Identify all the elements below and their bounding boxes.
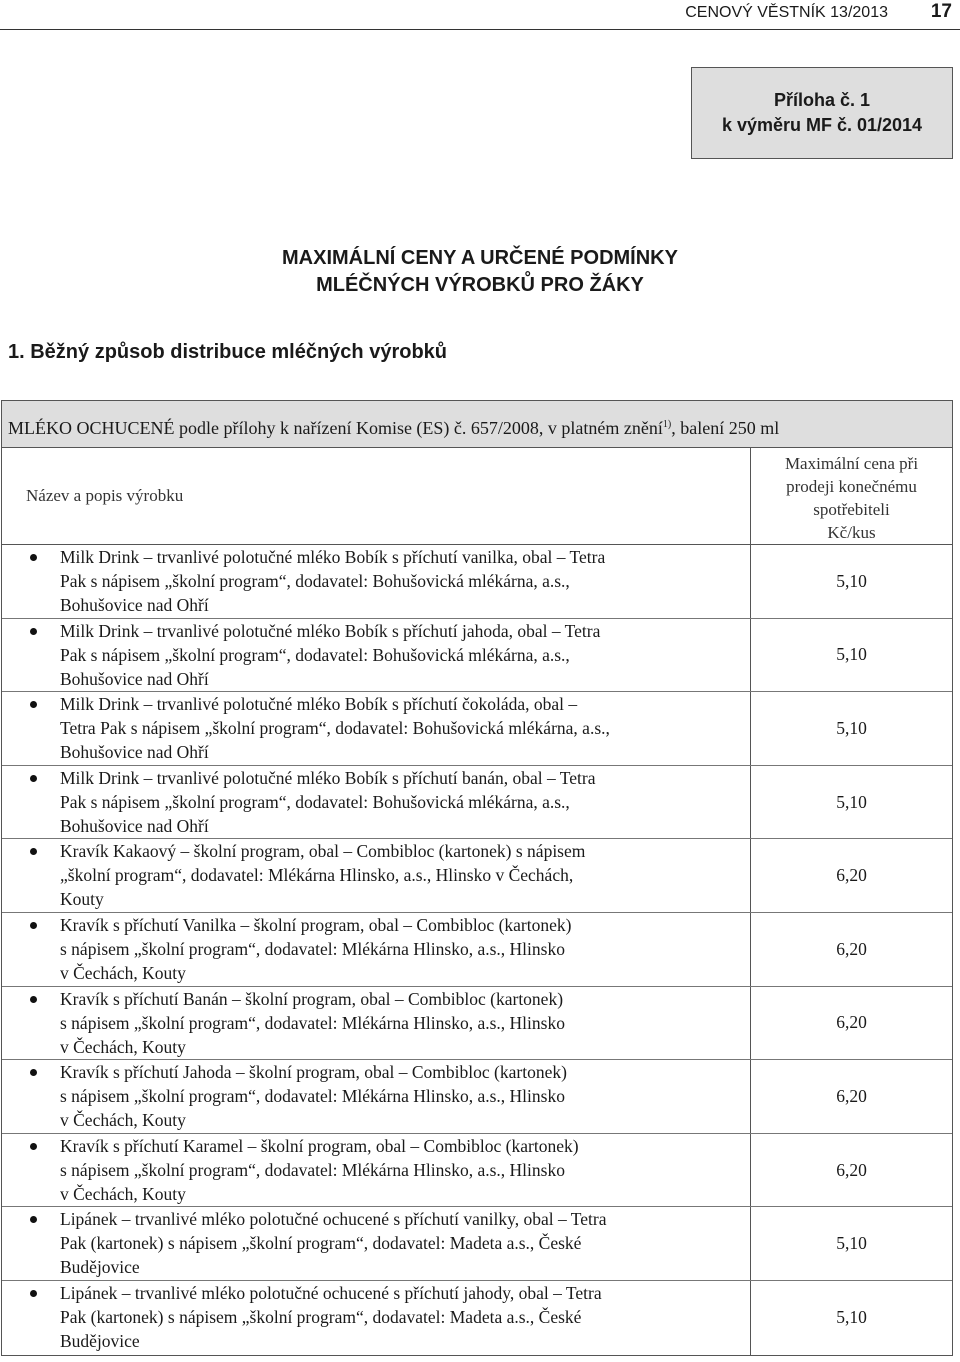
max-price: 5,10 <box>836 1307 867 1328</box>
product-description <box>2 1281 751 1355</box>
bullet-icon <box>30 1216 37 1223</box>
product-description-line: Lipánek – trvanlivé mléko polotučné ochucené s příchutí vanilky, obal – Tetra <box>60 1209 607 1230</box>
product-description <box>2 545 751 618</box>
category-footnote-ref: 1) <box>662 419 672 430</box>
table-header <box>2 448 952 545</box>
page-title-line-2: MLÉČNÝCH VÝROBKŮ PRO ŽÁKY <box>316 274 644 296</box>
max-price: 5,10 <box>836 791 867 812</box>
bullet-icon <box>30 628 37 635</box>
table-row <box>2 619 952 693</box>
product-description-line: s nápisem „školní program“, dodavatel: Mlékárna Hlinsko, a.s., Hlinsko <box>60 1086 565 1107</box>
bullet-icon <box>30 1290 37 1297</box>
annex-line-2: k výměru MF č. 01/2014 <box>721 115 923 135</box>
bullet-icon <box>30 554 37 561</box>
product-description-line: Budějovice <box>60 1257 140 1278</box>
product-description-line: Pak s nápisem „školní program“, dodavatel: Bohušovická mlékárna, a.s., <box>60 571 570 591</box>
product-description-line: v Čechách, Kouty <box>60 1110 186 1131</box>
product-description <box>2 1134 751 1207</box>
bullet-icon <box>30 922 37 929</box>
max-price: 6,20 <box>836 1085 867 1106</box>
product-description <box>2 987 751 1060</box>
product-description-line: Pak (kartonek) s nápisem „školní program“, dodavatel: Madeta a.s., České <box>60 1233 582 1254</box>
product-description-line: Milk Drink – trvanlivé polotučné mléko Bobík s příchutí jahoda, obal – Tetra <box>60 620 601 641</box>
max-price: 6,20 <box>836 865 867 886</box>
product-description-line: Milk Drink – trvanlivé polotučné mléko Bobík s příchutí čokoláda, obal – <box>60 694 578 715</box>
product-description-line: Pak (kartonek) s nápisem „školní program“, dodavatel: Madeta a.s., České <box>60 1306 582 1327</box>
product-description-line: Pak s nápisem „školní program“, dodavatel: Bohušovická mlékárna, a.s., <box>60 791 570 812</box>
product-description <box>2 619 751 692</box>
publication-title: CENOVÝ VĚSTNÍK 13/2013 <box>685 4 888 21</box>
product-description <box>2 1207 751 1280</box>
column-header-price-line: Kč/kus <box>827 523 876 542</box>
product-description-line: Kravík s příchutí Banán – školní program, obal – Combibloc (kartonek) <box>60 988 564 1009</box>
product-description-line: Tetra Pak s nápisem „školní program“, dodavatel: Bohušovická mlékárna, a.s., <box>60 718 610 739</box>
product-description <box>2 692 751 765</box>
bullet-icon <box>30 701 37 708</box>
page-title-line-1: MAXIMÁLNÍ CENY A URČENÉ PODMÍNKY <box>282 247 678 269</box>
product-description-line: „školní program“, dodavatel: Mlékárna Hlinsko, a.s., Hlinsko v Čechách, <box>60 865 574 886</box>
page-header <box>0 0 960 30</box>
annex-box <box>691 67 953 159</box>
product-description-line: Bohušovice nad Ohří <box>60 815 209 836</box>
max-price: 6,20 <box>836 1012 867 1033</box>
product-description-line: Budějovice <box>60 1330 140 1351</box>
product-description <box>2 766 751 839</box>
product-description-line: Milk Drink – trvanlivé polotučné mléko Bobík s příchutí banán, obal – Tetra <box>60 767 596 788</box>
max-price: 5,10 <box>836 570 867 591</box>
product-description-line: Kravík Kakaový – školní program, obal – Combibloc (kartonek) s nápisem <box>60 841 586 862</box>
annex-line-1: Příloha č. 1 <box>773 90 871 110</box>
table-row <box>2 1134 952 1208</box>
product-description-line: Kravík s příchutí Karamel – školní program, obal – Combibloc (kartonek) <box>60 1135 579 1156</box>
bullet-icon <box>30 996 37 1003</box>
product-description-line: Kravík s příchutí Vanilka – školní program, obal – Combibloc (kartonek) <box>60 914 572 935</box>
product-description <box>2 913 751 986</box>
table-row <box>2 839 952 913</box>
bullet-icon <box>30 1143 37 1150</box>
price-table <box>1 448 953 1356</box>
max-price: 5,10 <box>836 1233 867 1254</box>
section-title: 1. Běžný způsob distribuce mléčných výrobků <box>8 341 448 363</box>
bullet-icon <box>30 775 37 782</box>
product-description-line: Bohušovice nad Ohří <box>60 595 209 615</box>
product-description-line: Kravík s příchutí Jahoda – školní program, obal – Combibloc (kartonek) <box>60 1062 567 1083</box>
page-number: 17 <box>930 1 952 22</box>
product-description-line: Pak s nápisem „školní program“, dodavatel: Bohušovická mlékárna, a.s., <box>60 644 570 665</box>
product-description-line: v Čechách, Kouty <box>60 962 186 983</box>
product-description <box>2 839 751 912</box>
table-body <box>2 545 952 1355</box>
table-row <box>2 987 952 1061</box>
product-description-line: v Čechách, Kouty <box>60 1183 186 1204</box>
column-header-price-line: Maximální cena při <box>784 454 919 473</box>
max-price: 5,10 <box>836 717 867 738</box>
product-description-line: s nápisem „školní program“, dodavatel: Mlékárna Hlinsko, a.s., Hlinsko <box>60 1012 565 1033</box>
table-row <box>2 766 952 840</box>
max-price: 5,10 <box>836 644 867 665</box>
product-description-line: Bohušovice nad Ohří <box>60 742 209 763</box>
product-description-line: s nápisem „školní program“, dodavatel: Mlékárna Hlinsko, a.s., Hlinsko <box>60 1159 565 1180</box>
product-description-line: Kouty <box>60 889 104 910</box>
max-price: 6,20 <box>836 938 867 959</box>
table-row <box>2 1060 952 1134</box>
table-row <box>2 913 952 987</box>
column-header-price-line: prodeji konečnému <box>786 477 917 496</box>
column-header-name: Název a popis výrobku <box>2 448 751 544</box>
category-packaging: , balení 250 ml <box>671 418 780 438</box>
product-description-line: v Čechách, Kouty <box>60 1036 186 1057</box>
table-row <box>2 545 952 619</box>
max-price: 6,20 <box>836 1159 867 1180</box>
header-divider <box>0 29 960 30</box>
product-description-line: Milk Drink – trvanlivé polotučné mléko Bobík s příchutí vanilka, obal – Tetra <box>60 547 606 567</box>
table-row <box>2 1281 952 1355</box>
product-description-line: s nápisem „školní program“, dodavatel: Mlékárna Hlinsko, a.s., Hlinsko <box>60 938 565 959</box>
product-description <box>2 1060 751 1133</box>
product-description-line: Bohušovice nad Ohří <box>60 668 209 689</box>
table-row <box>2 692 952 766</box>
column-header-price-line: spotřebiteli <box>813 500 890 519</box>
bullet-icon <box>30 848 37 855</box>
category-bar <box>1 400 953 448</box>
page-title <box>0 245 960 299</box>
table-row <box>2 1207 952 1281</box>
bullet-icon <box>30 1069 37 1076</box>
column-header-price <box>751 448 952 544</box>
category-text: MLÉKO OCHUCENÉ podle přílohy k nařízení Komise (ES) č. 657/2008, v platném znění <box>8 418 663 438</box>
product-description-line: Lipánek – trvanlivé mléko polotučné ochucené s příchutí jahody, obal – Tetra <box>60 1282 602 1303</box>
